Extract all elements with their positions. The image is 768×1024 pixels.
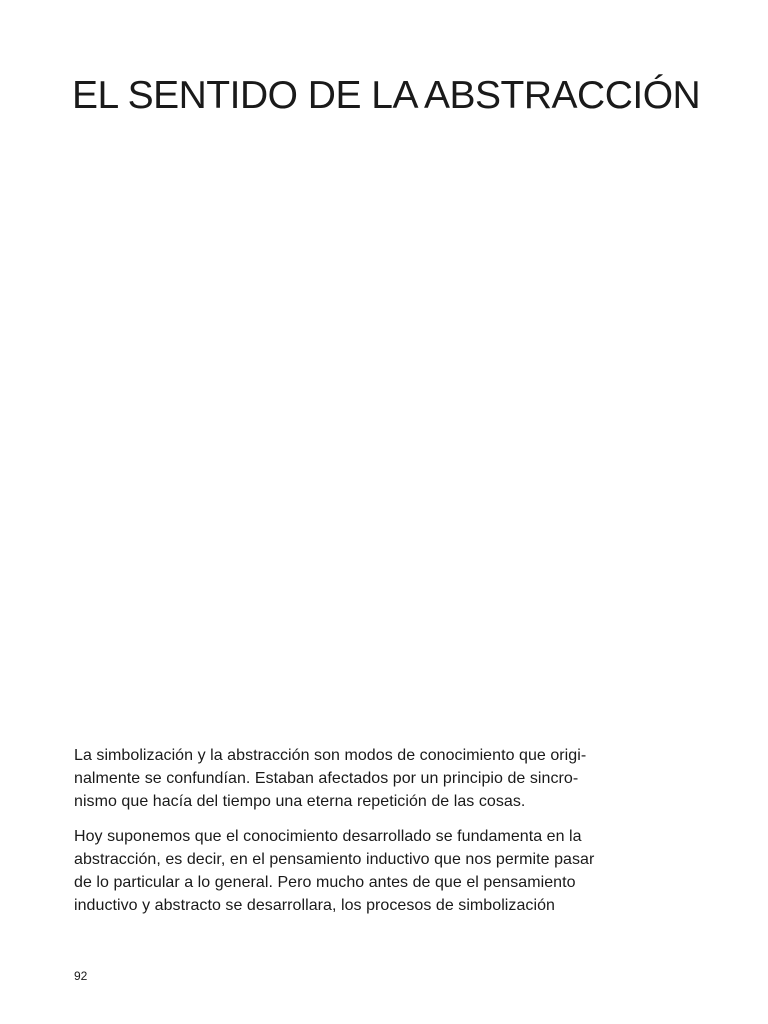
text-line: nismo que hacía del tiempo una eterna repetición de las cosas. [74, 793, 526, 810]
text-line: La simbolización y la abstracción son modos de conocimiento que origi- [74, 747, 587, 764]
text-line: abstracción, es decir, en el pensamiento inductivo que nos permite pasar [74, 851, 595, 868]
text-line: inductivo y abstracto se desarrollara, los procesos de simbolización [74, 897, 555, 914]
text-line: Hoy suponemos que el conocimiento desarrollado se fundamenta en la [74, 828, 582, 845]
text-line: nalmente se confundían. Estaban afectados por un principio de sincro- [74, 770, 579, 787]
paragraph-2 [74, 825, 694, 917]
page-number: 92 [74, 969, 88, 983]
page-title: EL SENTIDO DE LA ABSTRACCIÓN [72, 74, 701, 117]
paragraph-1 [74, 744, 694, 813]
text-line: de lo particular a lo general. Pero mucho antes de que el pensamiento [74, 874, 576, 891]
body-text [74, 744, 694, 929]
